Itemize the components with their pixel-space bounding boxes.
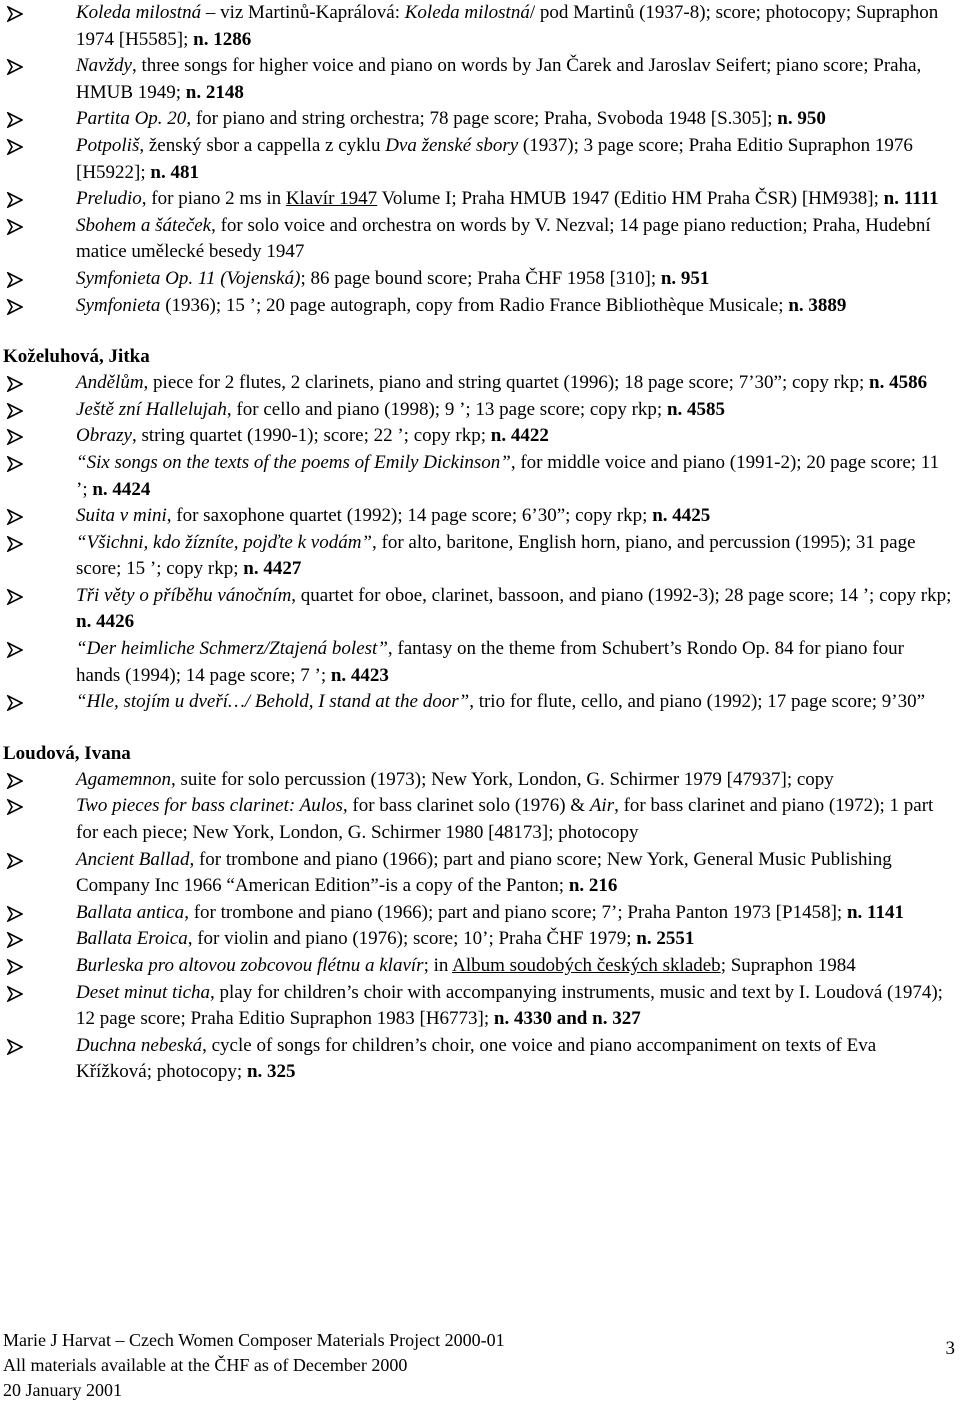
arrow-bullet-icon bbox=[7, 53, 29, 79]
catalog-number: n. 4426 bbox=[76, 611, 135, 633]
entry-text: , play for children’s choir with accompanying instruments, music and text by I. Loudová (1974); 12 page score; Praha Editio Supraphon 1983 [H6773]; bbox=[76, 981, 943, 1030]
entry-text: , for alto, baritone, English horn, piano, and percussion (1995); 31 page score; 15 ’; copy rkp; bbox=[76, 531, 916, 580]
section-loudova bbox=[0, 740, 960, 1086]
composer-heading: Loudová, Ivana bbox=[3, 742, 131, 764]
catalog-number: n. 950 bbox=[777, 108, 826, 130]
list-item bbox=[0, 133, 960, 186]
arrow-bullet-icon bbox=[7, 370, 29, 396]
arrow-bullet-icon bbox=[7, 1033, 29, 1059]
catalog-number: n. 481 bbox=[150, 161, 199, 183]
entry-text: , cycle of songs for children’s choir, one voice and piano accompaniment on texts of Eva Křížková; photocopy; bbox=[76, 1034, 877, 1083]
arrow-bullet-icon bbox=[7, 186, 29, 212]
entry-text: , quartet for oboe, clarinet, bassoon, and piano (1992-3); 28 page score; 14 ’; copy rkp; bbox=[291, 584, 952, 606]
list-item bbox=[0, 106, 960, 133]
work-title: Symfonieta bbox=[76, 294, 161, 316]
work-title: Symfonieta Op. 11 (Vojenská) bbox=[76, 267, 301, 289]
list-item bbox=[0, 926, 960, 953]
list-item bbox=[0, 793, 960, 846]
entry-text: , for trombone and piano (1966); part and piano score; New York, General Music Publishing Company Inc 1966 “American Edition”-is a copy of the Panton; bbox=[76, 848, 892, 897]
entry-text: , three songs for higher voice and piano on words by Jan Čarek and Jaroslav Seifert; piano score; Praha, HMUB 1949; bbox=[76, 55, 922, 103]
entry-text: , for cello and piano (1998); 9 ’; 13 page score; copy rkp; bbox=[226, 398, 667, 420]
catalog-number: n. 4425 bbox=[652, 505, 711, 527]
work-title: Tři věty o příběhu vánočním bbox=[76, 584, 292, 606]
work-title: Two pieces for bass clarinet: Aulos, bbox=[76, 795, 348, 817]
catalog-number: n. 216 bbox=[568, 875, 618, 897]
work-title: Duchna nebeská bbox=[76, 1034, 203, 1056]
list-item bbox=[0, 583, 960, 636]
catalog-number: n. 2551 bbox=[636, 928, 695, 950]
list-item bbox=[0, 0, 960, 53]
work-title: Partita Op. 20 bbox=[76, 108, 187, 130]
entry-text: , for solo voice and orchestra on words by V. Nezval; 14 page piano reduction; Praha, Hudební matice umělecké besedy 1947 bbox=[76, 214, 931, 263]
entry-text: , fantasy on the theme from Schubert’s Rondo Op. 84 for piano four hands (1994); 14 page score; 7 ’; bbox=[76, 638, 904, 686]
list-item bbox=[0, 423, 960, 450]
catalog-number: n. 1286 bbox=[193, 28, 252, 50]
entry-text: , string quartet (1990-1); score; 22 ’; copy rkp; bbox=[131, 425, 491, 447]
list-item bbox=[0, 503, 960, 530]
work-title: Ballata Eroica bbox=[76, 928, 188, 950]
arrow-bullet-icon bbox=[7, 0, 29, 26]
entry-text: , for piano and string orchestra; 78 page score; Praha, Svoboda 1948 [S.305]; bbox=[186, 108, 778, 130]
work-title: “Všichni, kdo žízníte, pojďte k vodám” bbox=[76, 531, 373, 553]
entry-text: ; Supraphon 1984 bbox=[720, 955, 856, 976]
arrow-bullet-icon bbox=[7, 503, 29, 529]
collection-title: Klavír 1947 bbox=[285, 188, 378, 210]
arrow-bullet-icon bbox=[7, 530, 29, 556]
composer-heading: Koželuhová, Jitka bbox=[3, 346, 150, 368]
work-title: Ancient Ballad bbox=[76, 848, 190, 870]
list-item bbox=[0, 370, 960, 397]
page-footer bbox=[3, 1328, 955, 1403]
entry-text: (1936); 15 ’; 20 page autograph, copy from Radio France Bibliothèque Musicale; bbox=[160, 294, 789, 316]
work-title: “Hle, stojím u dveří…/ Behold, I stand at the door” bbox=[76, 691, 470, 713]
entry-text: , ženský sbor a cappella z cyklu bbox=[139, 134, 386, 156]
work-title: Suita v mini bbox=[76, 505, 167, 527]
arrow-bullet-icon bbox=[7, 106, 29, 132]
list-item bbox=[0, 900, 960, 927]
entry-text: / pod Martinů (1937-8); score; photocopy; Supraphon 1974 [H5585]; bbox=[76, 2, 939, 50]
entry-text: , trio for flute, cello, and piano (1992); 17 page score; 9’30” bbox=[469, 691, 926, 713]
entry-text: for bass clarinet solo (1976) & bbox=[347, 795, 590, 817]
catalog-number: n. 4422 bbox=[490, 425, 549, 447]
list-item bbox=[0, 1033, 960, 1086]
work-title: Ballata antica bbox=[76, 901, 185, 923]
arrow-bullet-icon bbox=[7, 266, 29, 292]
entry-text: ; 86 page bound score; Praha ČHF 1958 [310]; bbox=[300, 267, 661, 289]
entry-text: , for piano 2 ms in bbox=[141, 188, 286, 210]
work-title: Andělům bbox=[76, 372, 144, 394]
work-title: “Der heimliche Schmerz/Ztajená bolest” bbox=[76, 638, 388, 660]
footer-project-line: Marie J Harvat – Czech Women Composer Materials Project 2000-01 bbox=[3, 1330, 505, 1350]
list-item bbox=[0, 847, 960, 900]
entry-text: , for trombone and piano (1966); part and piano score; 7’; Praha Panton 1973 [P1458]; bbox=[184, 901, 847, 923]
entry-text: ; in bbox=[423, 955, 453, 976]
list-item bbox=[0, 980, 960, 1033]
list-item bbox=[0, 397, 960, 424]
work-title: “Six songs on the texts of the poems of Emily Dickinson” bbox=[76, 451, 511, 473]
arrow-bullet-icon bbox=[7, 900, 29, 926]
section-kozeluhova bbox=[0, 343, 960, 716]
entry-text: , for saxophone quartet (1992); 14 page score; 6’30”; copy rkp; bbox=[166, 505, 653, 527]
arrow-bullet-icon bbox=[7, 293, 29, 319]
list-item bbox=[0, 53, 960, 106]
entry-text: , for middle voice and piano (1991-2); 20 page score; 11 ’; bbox=[76, 451, 940, 500]
arrow-bullet-icon bbox=[7, 953, 29, 979]
catalog-number: n. 3889 bbox=[788, 294, 847, 316]
work-title: Burleska pro altovou zobcovou flétnu a klavír bbox=[76, 955, 424, 976]
entry-text: , for bass clarinet and piano (1972); 1 part for each piece; New York, London, G. Schirmer 1980 [48173]; photocopy bbox=[76, 795, 934, 844]
arrow-bullet-icon bbox=[7, 423, 29, 449]
list-item bbox=[0, 636, 960, 689]
arrow-bullet-icon bbox=[7, 767, 29, 793]
arrow-bullet-icon bbox=[7, 980, 29, 1006]
list-item bbox=[0, 186, 960, 213]
work-title: Koleda milostná bbox=[76, 2, 202, 23]
footer-availability-line: All materials available at the ČHF as of December 2000 bbox=[3, 1355, 408, 1375]
catalog-number: n. 1141 bbox=[846, 901, 904, 923]
work-title: Navždy bbox=[76, 55, 132, 77]
work-title: Obrazy bbox=[76, 425, 132, 447]
work-title: Sbohem a šáteček bbox=[76, 214, 212, 236]
list-item bbox=[0, 266, 960, 293]
arrow-bullet-icon bbox=[7, 133, 29, 159]
catalog-number: n. 4586 bbox=[869, 372, 928, 394]
page-number: 3 bbox=[945, 1338, 955, 1359]
catalog-number: n. 325 bbox=[246, 1061, 296, 1083]
work-title: Dva ženské sbory bbox=[385, 134, 519, 156]
arrow-bullet-icon bbox=[7, 450, 29, 476]
entry-list-martinu bbox=[0, 0, 960, 319]
catalog-number: n. 4423 bbox=[330, 664, 389, 686]
catalog-number: n. 1111 bbox=[883, 188, 939, 210]
arrow-bullet-icon bbox=[7, 583, 29, 609]
work-title: Potpoliš bbox=[76, 134, 140, 156]
entry-list-loudova bbox=[0, 767, 960, 1086]
list-item bbox=[0, 689, 960, 716]
entry-text: , for violin and piano (1976); score; 10’; Praha ČHF 1979; bbox=[187, 928, 637, 950]
work-title: Agamemnon bbox=[76, 768, 171, 790]
work-title: Preludio bbox=[76, 188, 142, 210]
work-title: Ještě zní Hallelujah bbox=[76, 398, 227, 420]
footer-date: 20 January 2001 bbox=[3, 1380, 122, 1400]
arrow-bullet-icon bbox=[7, 397, 29, 423]
list-item bbox=[0, 953, 960, 980]
entry-text: , piece for 2 flutes, 2 clarinets, piano and string quartet (1996); 18 page score; 7’30”; copy rkp; bbox=[143, 372, 870, 394]
catalog-number: n. 951 bbox=[660, 267, 710, 289]
catalog-number: n. 4427 bbox=[243, 558, 302, 580]
catalog-number: n. 4424 bbox=[92, 478, 151, 500]
catalog-number: n. 2148 bbox=[185, 81, 244, 103]
work-title: Koleda milostná bbox=[404, 2, 530, 23]
entry-list-kozeluhova bbox=[0, 370, 960, 716]
catalog-number: n. 4330 and n. 327 bbox=[493, 1008, 641, 1030]
entry-text: (1937); 3 page score; Praha Editio Supraphon 1976 [H5922]; bbox=[76, 134, 913, 183]
arrow-bullet-icon bbox=[7, 847, 29, 873]
arrow-bullet-icon bbox=[7, 636, 29, 662]
collection-title: Album soudobých českých skladeb bbox=[452, 955, 721, 976]
entry-text: – viz Martinů-Kaprálová: bbox=[201, 2, 405, 23]
list-item bbox=[0, 767, 960, 794]
arrow-bullet-icon bbox=[7, 213, 29, 239]
list-item bbox=[0, 530, 960, 583]
arrow-bullet-icon bbox=[7, 793, 29, 819]
arrow-bullet-icon bbox=[7, 689, 29, 715]
catalog-number: n. 4585 bbox=[666, 398, 726, 420]
entry-text: Volume I; Praha HMUB 1947 (Editio HM Praha ČSR) [HM938]; bbox=[377, 188, 884, 210]
arrow-bullet-icon bbox=[7, 926, 29, 952]
work-title: Deset minut ticha bbox=[76, 981, 211, 1003]
list-item bbox=[0, 450, 960, 503]
list-item bbox=[0, 213, 960, 266]
entry-text: , suite for solo percussion (1973); New York, London, G. Schirmer 1979 [47937]; copy bbox=[170, 768, 834, 790]
list-item bbox=[0, 293, 960, 320]
work-title: Air bbox=[589, 795, 615, 817]
